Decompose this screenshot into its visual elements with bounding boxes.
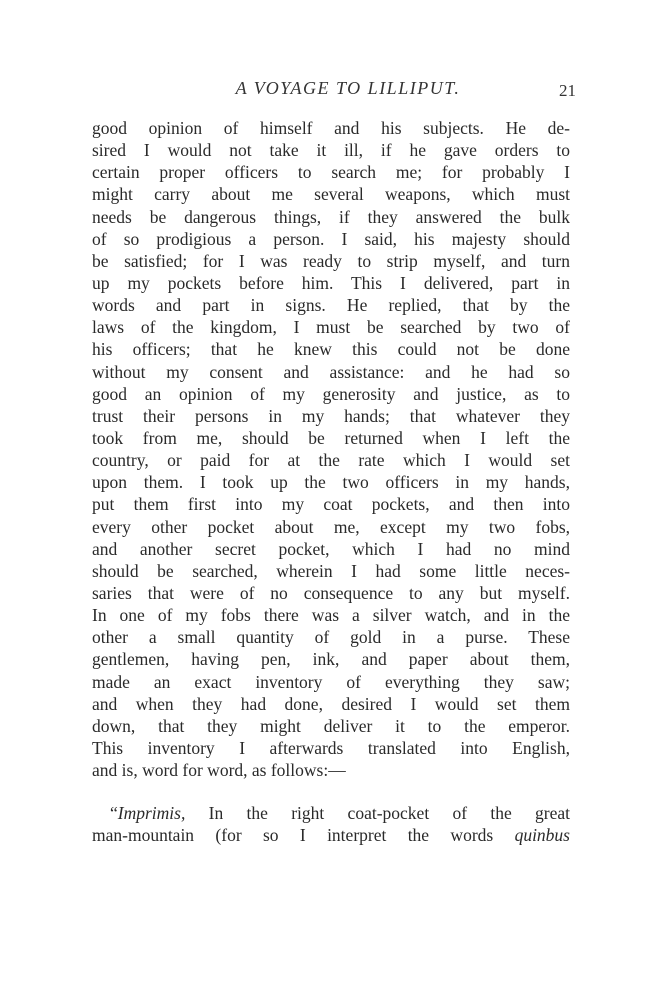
page-number: 21 [559, 81, 576, 100]
text-line: country, or paid for at the rate which I would set [92, 450, 570, 471]
text-line: needs be dangerous things, if they answered the bulk [92, 206, 570, 227]
text-line: took from me, should be returned when I left the [92, 427, 570, 448]
text-line: trust their persons in my hands; that whatever they [92, 405, 570, 426]
text-line: made an exact inventory of everything they saw; [92, 671, 570, 692]
text-line [92, 824, 570, 846]
body-text [92, 117, 570, 847]
text-line: good opinion of himself and his subjects. He de- [92, 118, 570, 138]
text-line: upon them. I took up the two officers in my hands, [92, 472, 570, 493]
paragraph [92, 117, 570, 781]
text-line: should be searched, wherein I had some little neces- [92, 560, 570, 581]
text-line: might carry about me several weapons, which must [92, 184, 570, 205]
line-text: man-mountain (for so I interpret the words [92, 825, 515, 846]
text-line: This inventory I afterwards translated into English, [92, 737, 570, 758]
text-line: down, that they might deliver it to the emperor. [92, 715, 570, 736]
text-line: put them first into my coat pockets, and then into [92, 494, 570, 515]
text-line: good an opinion of my generosity and justice, as to [92, 383, 570, 404]
text-line: other a small quantity of gold in a purse. These [92, 627, 570, 648]
open-quote: “ [110, 803, 118, 824]
text-line: laws of the kingdom, I must be searched by two of [92, 317, 570, 338]
text-line [92, 802, 570, 824]
running-head [120, 78, 576, 104]
italic-text: Imprimis, [117, 803, 186, 824]
text-line: be satisfied; for I was ready to strip myself, and turn [92, 250, 570, 271]
line-text: In the right coat-pocket of the great [185, 803, 570, 824]
text-line: gentlemen, having pen, ink, and paper about them, [92, 649, 570, 670]
text-line: saries that were of no consequence to any but myself. [92, 582, 570, 603]
paragraph [92, 802, 570, 846]
paragraph-gap [92, 781, 570, 802]
text-line: certain proper officers to search me; for probably I [92, 162, 570, 183]
text-line: without my consent and assistance: and he had so [92, 361, 570, 382]
text-line: up my pockets before him. This I delivered, part in [92, 272, 570, 293]
text-line: and another secret pocket, which I had no mind [92, 538, 570, 559]
text-line: sired I would not take it ill, if he gave orders to [92, 140, 570, 161]
text-line: In one of my fobs there was a silver watch, and in the [92, 605, 570, 626]
text-line: of so prodigious a person. I said, his majesty should [92, 228, 570, 249]
text-line: words and part in signs. He replied, that by the [92, 295, 570, 316]
text-line: and when they had done, desired I would set them [92, 693, 570, 714]
text-line: his officers; that he knew this could not be done [92, 339, 570, 360]
running-title: A VOYAGE TO LILLIPUT. [235, 78, 461, 98]
text-line: every other pocket about me, except my two fobs, [92, 516, 570, 537]
text-line: and is, word for word, as follows:— [92, 760, 346, 781]
italic-text: quinbus [514, 825, 570, 846]
